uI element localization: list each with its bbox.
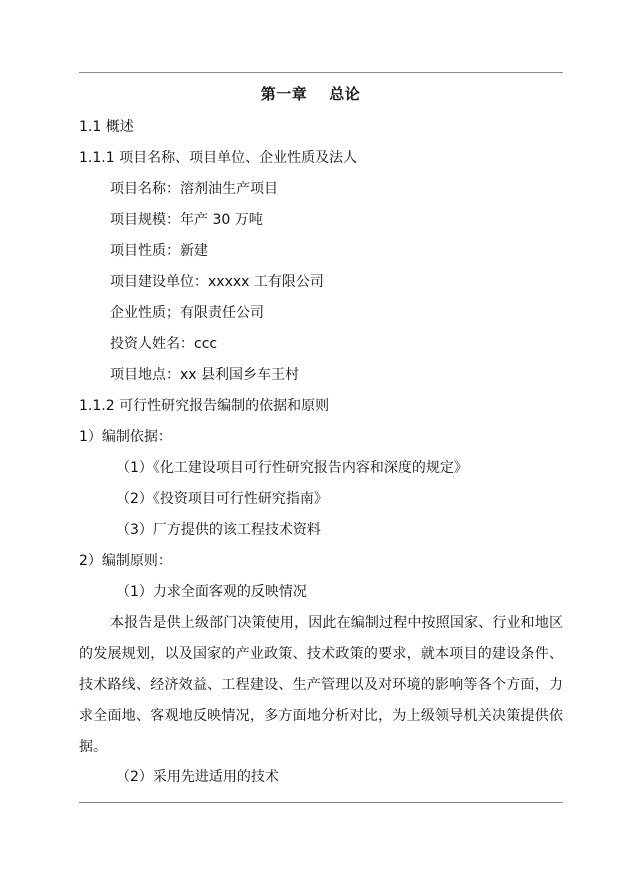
chapter-title (0, 84, 621, 104)
footer-rule (79, 802, 563, 803)
project-name-line: 项目名称：溶剂油生产项目 (110, 181, 278, 197)
chapter-name: 总论 (329, 85, 361, 103)
subsection-heading-1-1-1: 1.1.1 项目名称、项目单位、企业性质及法人 (79, 150, 358, 166)
section-heading-1-1: 1.1 概述 (79, 119, 134, 135)
basis-item-1: （1）《化工建设项目可行性研究报告内容和深度的规定》 (116, 460, 468, 476)
principle-item-2: （2）采用先进适用的技术 (116, 769, 279, 785)
enterprise-nature-line: 企业性质；有限责任公司 (110, 305, 264, 321)
body-paragraph: 本报告是供上级部门决策使用，因此在编制过程中按照国家、行业和地区的发展规划，以及国家的产业政策、技术政策的要求，就本项目的建设条件、技术路线、经济效益、工程建设、生产管理以及对环境的影响等各个方面，力求全面地、客观地反映情况，多方面地分析对比，为上级领导机关决策提供依据。 (79, 615, 563, 755)
construction-unit-line: 项目建设单位：xxxxx 工有限公司 (110, 274, 324, 290)
project-scale-line: 项目规模：年产 30 万吨 (110, 212, 263, 228)
project-location-line: 项目地点：xx 县利国乡车王村 (110, 367, 300, 383)
principles-heading: 2）编制原则： (79, 553, 172, 569)
investor-name-line: 投资人姓名：ccc (110, 336, 218, 352)
basis-heading: 1）编制依据： (79, 429, 172, 445)
subsection-heading-1-1-2: 1.1.2 可行性研究报告编制的依据和原则 (79, 398, 330, 414)
basis-item-3: （3）厂方提供的该工程技术资料 (116, 522, 321, 538)
chapter-label: 第一章 (260, 85, 308, 103)
header-rule (79, 72, 563, 73)
project-nature-line: 项目性质：新建 (110, 243, 208, 259)
basis-item-2: （2）《投资项目可行性研究指南》 (116, 491, 328, 507)
principle-item-1: （1）力求全面客观的反映情况 (116, 584, 307, 600)
